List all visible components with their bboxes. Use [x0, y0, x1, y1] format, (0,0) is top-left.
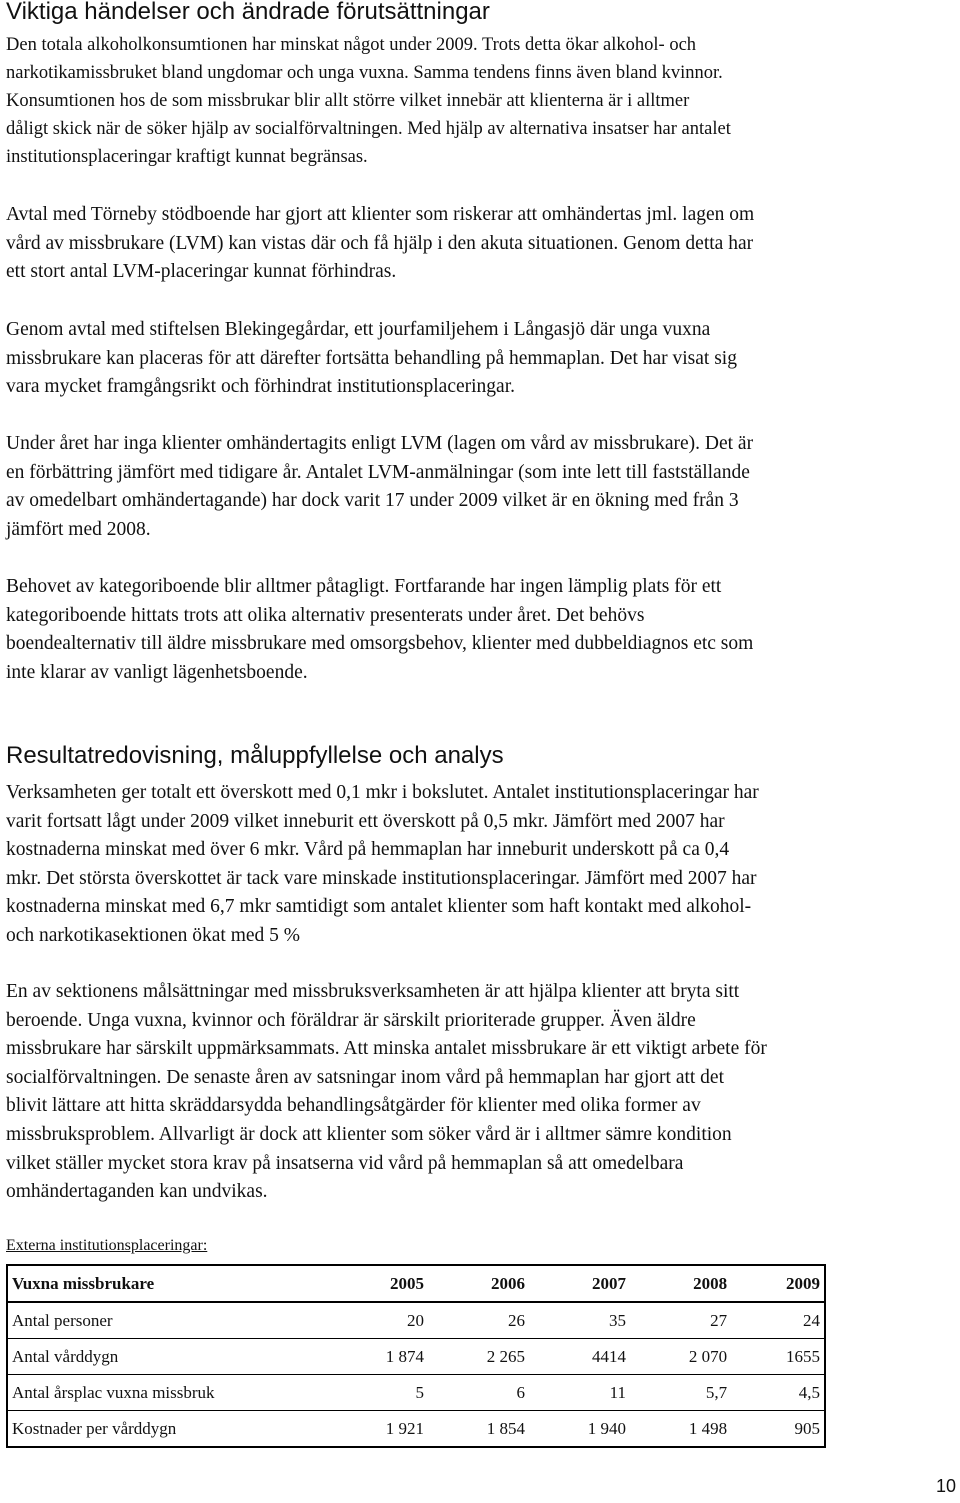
paragraph-lvm: Under året har inga klienter omhändertagits enligt LVM (lagen om vård av missbrukare). Det är en förbättring jämfört med tidigare år. Antalet LVM-anmälningar (som inte lett till fastställande av omedelbart omhändertagande) har dock varit 17 under 2009 vilket är en ökning med från 3 jämfört med 2008. — [6, 433, 754, 540]
table-cell: Antal vårddygn — [7, 1339, 327, 1375]
table-cell: 1655 — [731, 1339, 825, 1375]
table-row — [7, 1302, 825, 1339]
table-cell: 1 498 — [630, 1411, 731, 1448]
paragraph-goals: En av sektionens målsättningar med missbruksverksamheten är att hjälpa klienter att bryta sitt beroende. Unga vuxna, kvinnor och föräldrar är särskilt prioriterade grupper. Även äldre missbrukare har särskilt uppmärksammats. Att minska antalet missbrukare är ett viktigt arbete för socialförvaltningen. De senaste åren av satsningar inom vård på hemmaplan har gjort att det blivit lättare att hitta skräddarsydda behandlingsåtgärder för klienter med olika former av missbruksproblem. Allvarligt är dock att klienter som söker vård är i alltmer sämre kondition vilket ställer mycket stora krav på insatserna vid vård på hemmaplan så att omedelbara omhändertaganden kan undvikas. — [6, 981, 767, 1203]
table-cell: 1 921 — [327, 1411, 428, 1448]
table-row — [7, 1339, 825, 1375]
table-cell: 35 — [529, 1302, 630, 1339]
table-cell: 20 — [327, 1302, 428, 1339]
table-cell: Kostnader per vårddygn — [7, 1411, 327, 1448]
header-cell: 2007 — [529, 1265, 630, 1302]
table-cell: 1 940 — [529, 1411, 630, 1448]
header-cell: 2009 — [731, 1265, 825, 1302]
table-row — [7, 1411, 825, 1448]
table-cell: 11 — [529, 1375, 630, 1411]
header-cell: Vuxna missbrukare — [7, 1265, 327, 1302]
table-cell: 27 — [630, 1302, 731, 1339]
page-number: 10 — [935, 1476, 956, 1496]
placements-table — [6, 1264, 826, 1448]
table-cell: 2 265 — [428, 1339, 529, 1375]
paragraph-blekingegardar: Genom avtal med stiftelsen Blekingegårdar, ett jourfamiljehem i Långasjö där unga vuxna missbrukare kan placeras för att därefter fortsätta behandling på hemmaplan. Det har visat sig vara mycket framgångsrikt och förhindrat institutionsplaceringar. — [6, 319, 737, 398]
section-heading-results: Resultatredovisning, måluppfyllelse och analys — [6, 742, 504, 769]
table-caption: Externa institutionsplaceringar: — [6, 1237, 208, 1254]
table-cell: 5 — [327, 1375, 428, 1411]
section-heading-events: Viktiga händelser och ändrade förutsättningar — [6, 0, 490, 25]
table-cell: 5,7 — [630, 1375, 731, 1411]
table-row — [7, 1375, 825, 1411]
header-cell: 2005 — [327, 1265, 428, 1302]
table-cell: 4,5 — [731, 1375, 825, 1411]
table-cell: 1 854 — [428, 1411, 529, 1448]
header-cell: 2008 — [630, 1265, 731, 1302]
paragraph-torneby: Avtal med Törneby stödboende har gjort att klienter som riskerar att omhändertas jml. lagen om vård av missbrukare (LVM) kan vistas där och få hjälp i den akuta situationen. Genom detta har ett stort antal LVM-placeringar kunnat förhindras. — [6, 204, 755, 283]
table-cell: 6 — [428, 1375, 529, 1411]
table-cell: Antal personer — [7, 1302, 327, 1339]
paragraph-budget: Verksamheten ger totalt ett överskott med 0,1 mkr i bokslutet. Antalet institutionsplaceringar har varit fortsatt lågt under 2009 vilket inneburit ett överskott på 0,5 mkr. Jämfört med 2007 har kostnaderna minskat med över 6 mkr. Vård på hemmaplan har inneburit underskott på ca 0,4 mkr. Det största överskottet är tack vare minskade institutionsplaceringar. Jämfört med 2007 har kostnaderna minskat med 6,7 mkr samtidigt som antalet klienter som haft kontakt med alkohol- och narkotikasektionen ökat med 5 % — [6, 782, 759, 946]
table-cell: 1 874 — [327, 1339, 428, 1375]
paragraph-kategoriboende: Behovet av kategoriboende blir alltmer påtagligt. Fortfarande har ingen lämplig plats för ett kategoriboende hittats trots att olika alternativ presenterats under året. Det behövs boendealternativ till äldre missbrukare med omsorgsbehov, klienter med dubbeldiagnos etc som inte klarar av vanligt lägenhetsboende. — [6, 576, 754, 683]
table-cell: 4414 — [529, 1339, 630, 1375]
table-cell: 24 — [731, 1302, 825, 1339]
paragraph-consumption: Den totala alkoholkonsumtionen har minskat något under 2009. Trots detta ökar alkohol- och narkotikamissbruket bland ungdomar och unga vuxna. Samma tendens finns även bland kvinnor. Konsumtionen hos de som missbrukar blir allt större vilket innebär att klienterna är i alltmer dåligt skick när de söker hjälp av socialförvaltningen. Med hjälp av alternativa insatser har antalet institutionsplaceringar kraftigt kunnat begränsas. — [6, 35, 731, 167]
table-header-row — [7, 1265, 825, 1302]
table-cell: 26 — [428, 1302, 529, 1339]
table-cell: 905 — [731, 1411, 825, 1448]
table-cell: 2 070 — [630, 1339, 731, 1375]
header-cell: 2006 — [428, 1265, 529, 1302]
table-cell: Antal årsplac vuxna missbruk — [7, 1375, 327, 1411]
